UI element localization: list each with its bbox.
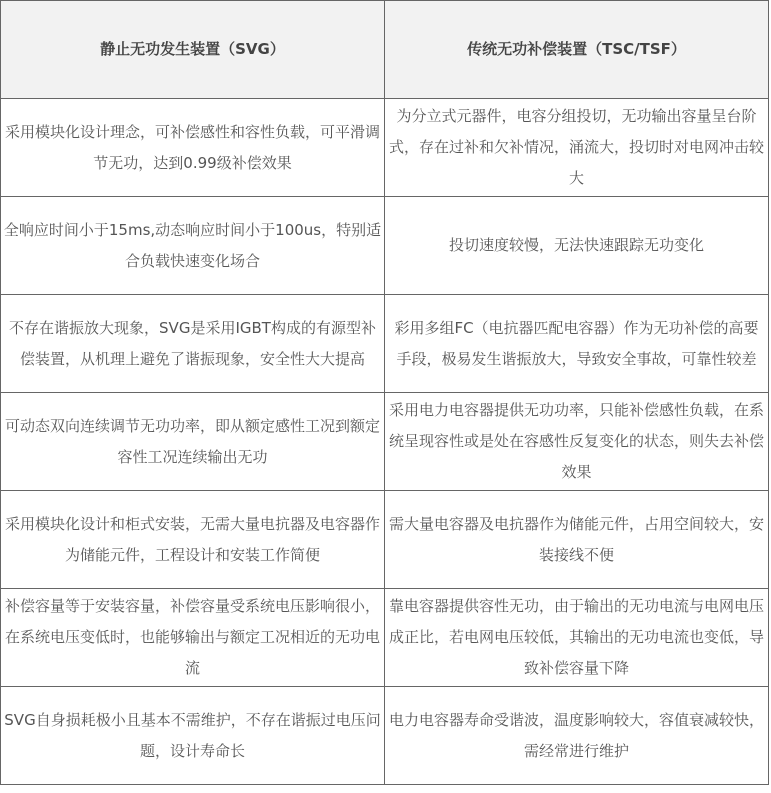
table-row: [1, 197, 769, 295]
svg-cell: 补偿容量等于安装容量，补偿容量受系统电压影响很小，在系统电压变低时，也能够输出与额定工况相近的无功电流: [1, 589, 385, 687]
table-row: [1, 491, 769, 589]
svg-cell: 采用模块化设计理念，可补偿感性和容性负载，可平滑调节无功，达到0.99级补偿效果: [1, 99, 385, 197]
tsc-cell: 需大量电容器及电抗器作为储能元件，占用空间较大，安装接线不便: [385, 491, 769, 589]
table-row: [1, 99, 769, 197]
tsc-cell: 彩用多组FC（电抗器匹配电容器）作为无功补偿的高要手段，极易发生谐振放大，导致安全事故，可靠性较差: [385, 295, 769, 393]
tsc-cell: 靠电容器提供容性无功，由于输出的无功电流与电网电压成正比，若电网电压较低，其输出的无功电流也变低，导致补偿容量下降: [385, 589, 769, 687]
tsc-cell: 投切速度较慢，无法快速跟踪无功变化: [385, 197, 769, 295]
header-svg: 静止无功发生装置（SVG）: [1, 1, 385, 99]
header-tsc-tsf: 传统无功补偿装置（TSC/TSF）: [385, 1, 769, 99]
tsc-cell: 电力电容器寿命受谐波，温度影响较大，容值衰减较快，需经常进行维护: [385, 687, 769, 785]
svg-cell: 全响应时间小于15ms,动态响应时间小于100us，特别适合负载快速变化场合: [1, 197, 385, 295]
svg-cell: 不存在谐振放大现象，SVG是采用IGBT构成的有源型补偿装置，从机理上避免了谐振现象，安全性大大提高: [1, 295, 385, 393]
svg-cell: SVG自身损耗极小且基本不需维护，不存在谐振过电压问题，设计寿命长: [1, 687, 385, 785]
table-row: [1, 295, 769, 393]
table-row: [1, 687, 769, 785]
tsc-cell: 采用电力电容器提供无功功率，只能补偿感性负载，在系统呈现容性或是处在容感性反复变化的状态，则失去补偿效果: [385, 393, 769, 491]
table-row: [1, 393, 769, 491]
table-row: [1, 589, 769, 687]
svg-cell: 采用模块化设计和柜式安装，无需大量电抗器及电容器作为储能元件，工程设计和安装工作简便: [1, 491, 385, 589]
header-row: [1, 1, 769, 99]
tsc-cell: 为分立式元器件，电容分组投切，无功输出容量呈台阶式，存在过补和欠补情况，涌流大，投切时对电网冲击较大: [385, 99, 769, 197]
svg-cell: 可动态双向连续调节无功功率，即从额定感性工况到额定容性工况连续输出无功: [1, 393, 385, 491]
